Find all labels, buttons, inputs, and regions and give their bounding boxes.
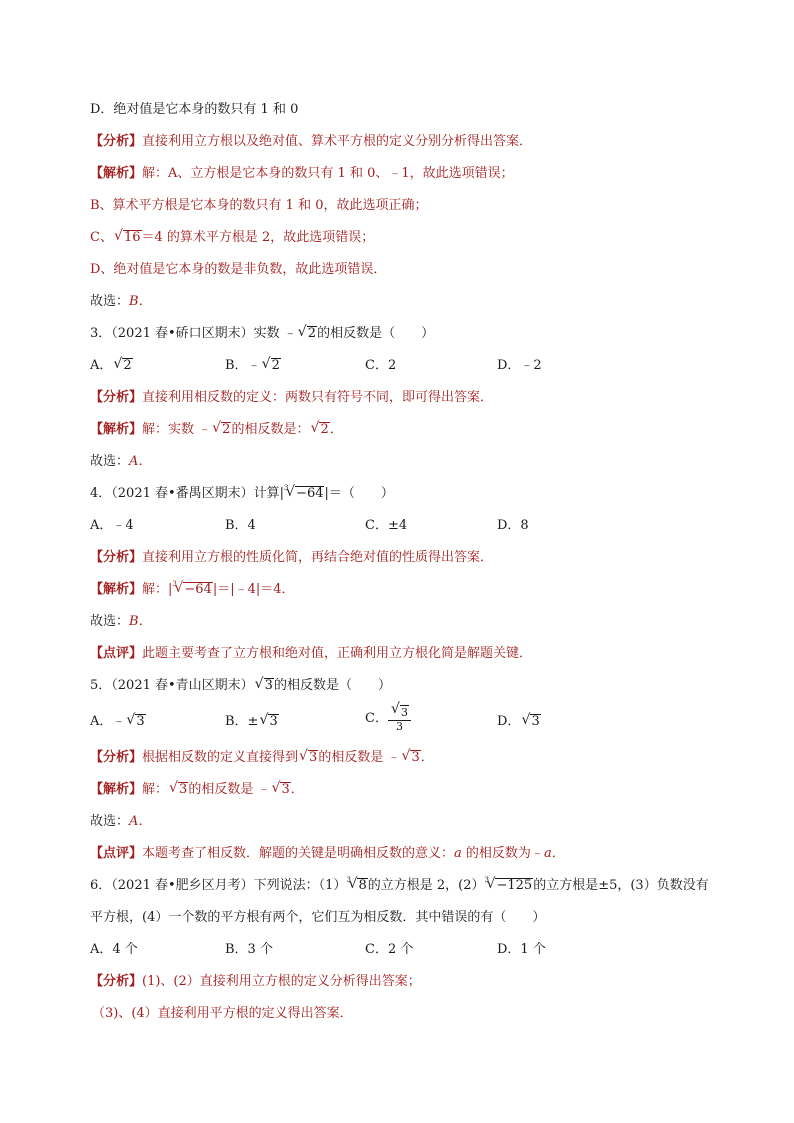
solution-line [90,165,514,183]
option-label: A．4 个 [90,942,138,957]
analysis-tag: 【分析】 [90,750,143,765]
solution-end: ． [290,782,304,797]
cbrt-radicand: −64 [296,486,324,501]
q6-stem-line2: 平方根，(4）一个数的平方根有两个，它们互为相反数．其中错误的有（ ） [90,910,546,925]
solution-line-b [90,197,428,215]
sqrt-radicand: 3 [531,714,540,729]
option-label: D． [497,714,521,729]
sqrt-radicand: 2 [320,422,329,437]
answer-prefix: 故选： [90,614,130,629]
sqrt-symbol [310,421,329,439]
solution-c-prefix: C、 [90,230,113,245]
solution-mid: 的相反数是 ﹣ [188,782,271,797]
sqrt-symbol [521,713,540,731]
q6-analysis [90,973,421,991]
analysis-prefix: 根据相反数的定义直接得到 [142,750,299,765]
q6-stem-mid2: 的立方根是±5，(3）负数没有 [533,878,709,893]
q4-option-d [497,517,529,535]
option-label: B．4 [225,518,256,533]
question-3-stem [90,325,434,343]
sqrt-symbol [255,677,274,695]
answer-value: B． [129,294,152,309]
comment-tag: 【点评】 [90,646,143,661]
comment-end: ． [551,846,565,861]
comment-mid: 的相反数为﹣ [461,846,544,861]
solution-prefix: 解： [142,782,169,797]
comment-text: 此题主要考查了立方根和绝对值，正确利用立方根化简是解题关键． [142,646,533,661]
q3-analysis [90,389,493,407]
sqrt-symbol [262,357,281,375]
q5-comment [90,845,565,863]
analysis-tag: 【分析】 [90,974,143,989]
q4-option-b [225,517,256,535]
fraction-denominator: 3 [395,720,403,733]
sqrt-radicand: 2 [307,326,317,341]
fraction [388,705,411,733]
analysis-tag: 【分析】 [90,550,143,565]
option-label: C．±4 [365,518,408,533]
analysis-tag: 【分析】 [90,390,143,405]
sqrt-symbol [212,421,231,439]
q3-stem-suffix: 的相反数是（ ） [317,326,435,341]
analysis-text: 直接利用相反数的定义：两数只有符号不同，即可得出答案． [142,390,494,405]
q5-answer [90,813,151,831]
sqrt-radicand: 3 [281,782,290,797]
sqrt-symbol [126,713,145,731]
option-label: B．﹣ [225,358,261,373]
option-label: B．3 个 [225,942,273,957]
solution-tag: 【解析】 [90,782,143,797]
analysis-text: 直接利用立方根以及绝对值、算术平方根的定义分别分析得出答案． [142,134,533,149]
sqrt-symbol [114,229,142,247]
sqrt-radicand: 3 [309,750,318,765]
q6-option-d [497,941,546,959]
analysis-end: ． [420,750,434,765]
question-6-stem [90,877,709,895]
cbrt-radicand: 8 [358,878,367,893]
sqrt-symbol [259,713,278,731]
q6-analysis-line2 [92,1005,353,1023]
q5-stem-suffix: 的相反数是（ ） [273,678,391,693]
answer-value: B． [129,614,152,629]
sqrt-radicand: 2 [123,358,132,373]
q6-stem-mid: 的立方根是 2，(2） [367,878,485,893]
cbrt-symbol: √ 3 8 [346,877,367,895]
q3-option-a [90,357,133,375]
q4-option-a [90,517,134,535]
solution-tag: 【解析】 [90,582,143,597]
cbrt-radicand: −125 [496,878,533,893]
cbrt-symbol: √ 3 −64 [172,581,212,599]
cbrt-symbol: √ 3 −64 [284,485,324,503]
solution-c-text: ＝4 的算术平方根是 2，故此选项错误； [141,230,375,245]
q6-option-c [365,941,413,959]
q5-option-a [90,713,146,731]
q3-answer [90,453,151,471]
q4-stem-prefix: 4．（2021 春•番禺区期末）计算| [90,486,285,501]
q3-option-c [365,357,396,375]
q3-stem-prefix: 3．（2021 春•硚口区期末）实数 ﹣ [90,326,297,341]
solution-prefix: 解：| [142,582,173,597]
cbrt-symbol: √ 3 −125 [484,877,533,895]
analysis-text-2: （3)、(4）直接利用平方根的定义得出答案． [92,1006,353,1021]
solution-end: ． [329,422,343,437]
cbrt-radicand: −64 [184,582,212,597]
solution-text: 解：A、立方根是它本身的数只有 1 和 0、﹣1，故此选项错误； [142,166,514,181]
sqrt-symbol [113,357,132,375]
solution-prefix: 解：实数 ﹣ [142,422,212,437]
answer-prefix: 故选： [90,454,130,469]
option-label: D．8 [497,518,529,533]
question-5-stem [90,677,391,695]
q5-option-b [225,713,279,731]
sqrt-symbol [271,781,290,799]
option-label: A．﹣4 [90,518,134,533]
q5-option-d [497,713,541,731]
answer-value: A． [129,454,152,469]
q5-stem-prefix: 5．（2021 春•青山区期末） [90,678,254,693]
sqrt-symbol [169,781,188,799]
q3-solution [90,421,343,439]
sqrt-symbol [299,749,318,767]
q4-stem-suffix: |＝（ ） [324,486,394,501]
comment-prefix: 本题考查了相反数．解题的关键是明确相反数的意义： [142,846,455,861]
sqrt-radicand: 3 [264,678,273,693]
answer-value: A． [129,814,152,829]
solution-b-text: B、算术平方根是它本身的数只有 1 和 0，故此选项正确； [90,198,428,213]
answer-line [90,293,152,311]
q6-option-a [90,941,138,959]
analysis-tag: 【分析】 [90,134,143,149]
answer-prefix: 故选： [90,294,130,309]
solution-d-text: D、绝对值是它本身的数是非负数，故此选项错误． [90,262,387,277]
solution-suffix: |＝|﹣4|＝4． [212,582,295,597]
solution-mid: 的相反数是： [231,422,310,437]
fraction-numerator [388,705,411,721]
option-label: B．± [225,714,259,729]
analysis-text: 直接利用立方根的性质化简，再结合绝对值的性质得出答案． [142,550,494,565]
q3-option-b [225,357,281,375]
sqrt-radicand: 3 [411,750,420,765]
option-label: A．﹣ [90,714,126,729]
sqrt-radicand: 3 [136,714,145,729]
sqrt-radicand: 2 [271,358,280,373]
option-label: C． [365,711,388,726]
option-label: D．1 个 [497,942,546,957]
option-d-text [90,101,298,119]
option-label: A． [90,358,113,373]
option-label: C．2 个 [365,942,414,957]
q5-analysis [90,749,434,767]
comment-tag: 【点评】 [90,846,143,861]
q6-stem-prefix: 6．（2021 春•肥乡区月考）下列说法：（1） [90,878,347,893]
solution-tag: 【解析】 [90,422,143,437]
option-label: D．﹣2 [497,358,542,373]
sqrt-symbol [298,325,317,343]
analysis-text: (1)、(2）直接利用立方根的定义分析得出答案； [142,974,421,989]
sqrt-symbol [391,705,409,720]
q4-option-c [365,517,407,535]
q5-option-c [365,705,411,733]
q4-solution [90,581,295,599]
solution-line-c [90,229,374,247]
q4-answer [90,613,152,631]
q3-option-d [497,357,542,375]
variable-a: a [543,846,552,861]
answer-prefix: 故选： [90,814,130,829]
q4-analysis [90,549,493,567]
sqrt-radicand: 3 [179,782,188,797]
analysis-mid: 的相反数是 ﹣ [318,750,401,765]
option-d-label: D．绝对值是它本身的数只有 1 和 0 [90,102,299,117]
q4-comment [90,645,532,663]
sqrt-radicand: 3 [269,714,278,729]
sqrt-radicand: 16 [123,230,141,245]
analysis-line [90,133,532,151]
sqrt-radicand: 3 [400,706,408,719]
option-label: C．2 [365,358,397,373]
solution-line-d [90,261,386,279]
q5-solution [90,781,304,799]
question-4-stem [90,485,394,503]
question-6-stem-line2 [90,909,545,927]
sqrt-symbol [401,749,420,767]
variable-a: a [454,846,462,861]
q6-option-b [225,941,273,959]
sqrt-radicand: 2 [222,422,231,437]
solution-tag: 【解析】 [90,166,143,181]
